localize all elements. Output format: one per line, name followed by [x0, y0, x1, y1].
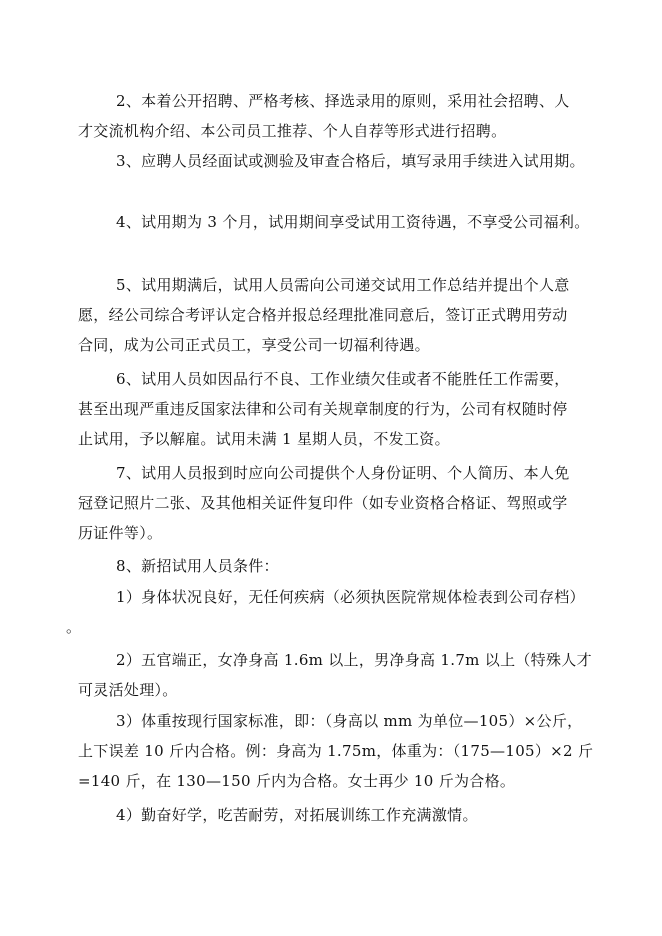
paragraph-line: 4）勤奋好学，吃苦耐劳，对拓展训练工作充满激情。	[116, 806, 478, 824]
paragraph-7	[78, 458, 598, 548]
paragraph-line: 历证件等）。	[78, 524, 163, 542]
paragraph-line: 3）体重按现行国家标准，即：（身高以 mm 为单位—105）×公斤，	[116, 712, 583, 730]
paragraph-line: 7、试用人员报到时应向公司提供个人身份证明、个人简历、本人免	[116, 464, 570, 482]
paragraph-5	[78, 270, 598, 360]
paragraph-3	[78, 146, 598, 176]
paragraph-line: 愿，经公司综合考评认定合格并报总经理批准同意后，签订正式聘用劳动	[78, 306, 568, 324]
condition-3	[78, 706, 598, 796]
paragraph-line: 3、应聘人员经面试或测验及审查合格后，填写录用手续进入试用期。	[116, 152, 585, 170]
paragraph-line: 止试用，予以解雇。试用未满 1 星期人员，不发工资。	[78, 430, 450, 448]
paragraph-line: 2、本着公开招聘、严格考核、择选录用的原则，采用社会招聘、人	[116, 92, 570, 110]
paragraph-line: 8、新招试用人员条件：	[116, 557, 279, 575]
paragraph-line: 上下误差 10 斤内合格。例：身高为 1.75m，体重为：（175—105）×2 斤	[78, 742, 594, 760]
paragraph-line: 合同，成为公司正式员工，享受公司一切福利待遇。	[78, 336, 430, 354]
paragraph-line: 1）身体状况良好，无任何疾病（必须执医院常规体检表到公司存档）	[116, 588, 585, 606]
condition-2	[78, 645, 598, 705]
paragraph-8	[78, 551, 598, 581]
paragraph-line: 4、试用期为 3 个月，试用期间享受试用工资待遇，不享受公司福利。	[116, 213, 590, 231]
paragraph-line: =140 斤，在 130—150 斤内为合格。女士再少 10 斤为合格。	[78, 772, 516, 790]
paragraph-line: 冠登记照片二张、及其他相关证件复印件（如专业资格合格证、驾照或学	[78, 494, 568, 512]
condition-4	[78, 800, 598, 830]
paragraph-line: 2）五官端正，女净身高 1.6m 以上，男净身高 1.7m 以上（特殊人才	[116, 651, 592, 669]
paragraph-2	[78, 86, 598, 146]
paragraph-line: 。	[66, 618, 82, 636]
paragraph-4	[78, 207, 598, 237]
paragraph-line: 才交流机构介绍、本公司员工推荐、个人自荐等形式进行招聘。	[78, 122, 507, 140]
paragraph-6	[78, 364, 598, 454]
paragraph-line: 6、试用人员如因品行不良、工作业绩欠佳或者不能胜任工作需要，	[116, 370, 570, 388]
paragraph-line: 甚至出现严重违反国家法律和公司有关规章制度的行为，公司有权随时停	[78, 400, 568, 418]
paragraph-line: 5、试用期满后，试用人员需向公司递交试用工作总结并提出个人意	[116, 276, 570, 294]
condition-1	[66, 582, 598, 642]
paragraph-line: 可灵活处理）。	[78, 681, 178, 699]
